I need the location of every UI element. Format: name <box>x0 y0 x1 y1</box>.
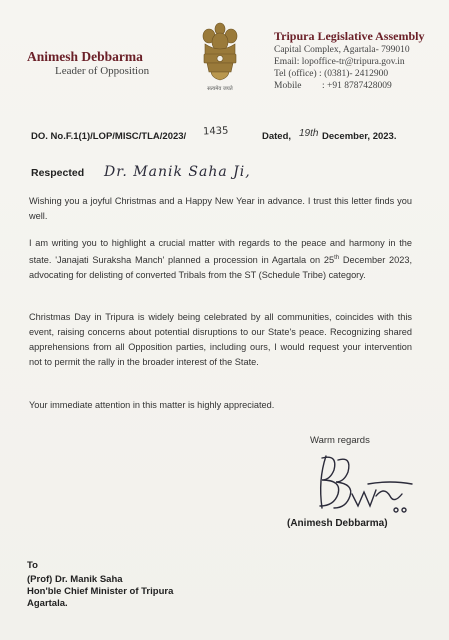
greeting-label: Respected <box>31 167 85 179</box>
body-paragraph-2-start: I am writing you to highlight a crucial matter with regards to the peace and harmony in the state. 'Janajati Suraksha Manch' planned a procession in Agartala on 25 <box>29 238 412 266</box>
office-mobile-label: Mobile <box>274 81 302 91</box>
recipient-designation: Hon'ble Chief Minister of Tripura <box>27 586 174 597</box>
body-paragraph-4: Your immediate attention in this matter is highly appreciated. <box>29 400 275 410</box>
reference-handwritten-number: 1435 <box>202 125 229 138</box>
signature-icon <box>312 450 422 516</box>
sender-name: Animesh Debbarma <box>27 49 143 64</box>
closing-regards: Warm regards <box>310 435 370 446</box>
recipient-to: To <box>27 560 38 571</box>
recipient-city: Agartala. <box>27 598 68 609</box>
body-paragraph-3: Christmas Day in Tripura is widely being celebrated by all communities, coincides with this event, raising concerns about potential disruptions to our State's peace. Recognizing shared apprehensions from all Opposition parties, including ours, I would request your intervention not to permit the rally in the broader interest of the State. <box>29 312 412 367</box>
dated-label: Dated, <box>262 131 292 142</box>
office-mobile: : +91 8787428009 <box>322 81 392 91</box>
recipient-block <box>27 560 173 610</box>
body-paragraph-2-end: December 2023, advocating for delisting of converted Tribals from the ST (Schedule Tribe) category. <box>29 255 412 281</box>
greeting-handwritten-name: Dr. Manik Saha Ji, <box>104 164 251 180</box>
dated-day: 19th <box>299 128 319 139</box>
dated-month-year: December, 2023. <box>322 131 397 142</box>
body-paragraph-2-sup: th <box>334 255 340 261</box>
sender-title: Leader of Opposition <box>55 65 150 77</box>
emblem-motto: सत्यमेव जयते <box>207 86 233 92</box>
assembly-name: Tripura Legislative Assembly <box>274 29 425 43</box>
office-email: Email: lopoffice-tr@tripura.gov.in <box>274 57 405 67</box>
body-paragraph-1: Wishing you a joyful Christmas and a Happy New Year in advance. I trust this letter finds you well. <box>29 196 412 221</box>
ashoka-emblem-icon <box>195 20 245 94</box>
recipient-name: (Prof) Dr. Manik Saha <box>27 574 123 585</box>
body-paragraph-2 <box>29 236 412 283</box>
reference-number: DO. No.F.1(1)/LOP/MISC/TLA/2023/ <box>31 131 187 142</box>
signatory-name: (Animesh Debbarma) <box>287 518 388 529</box>
office-tel: Tel (office) : (0381)- 2412900 <box>274 69 389 79</box>
office-address: Capital Complex, Agartala- 799010 <box>274 45 410 55</box>
